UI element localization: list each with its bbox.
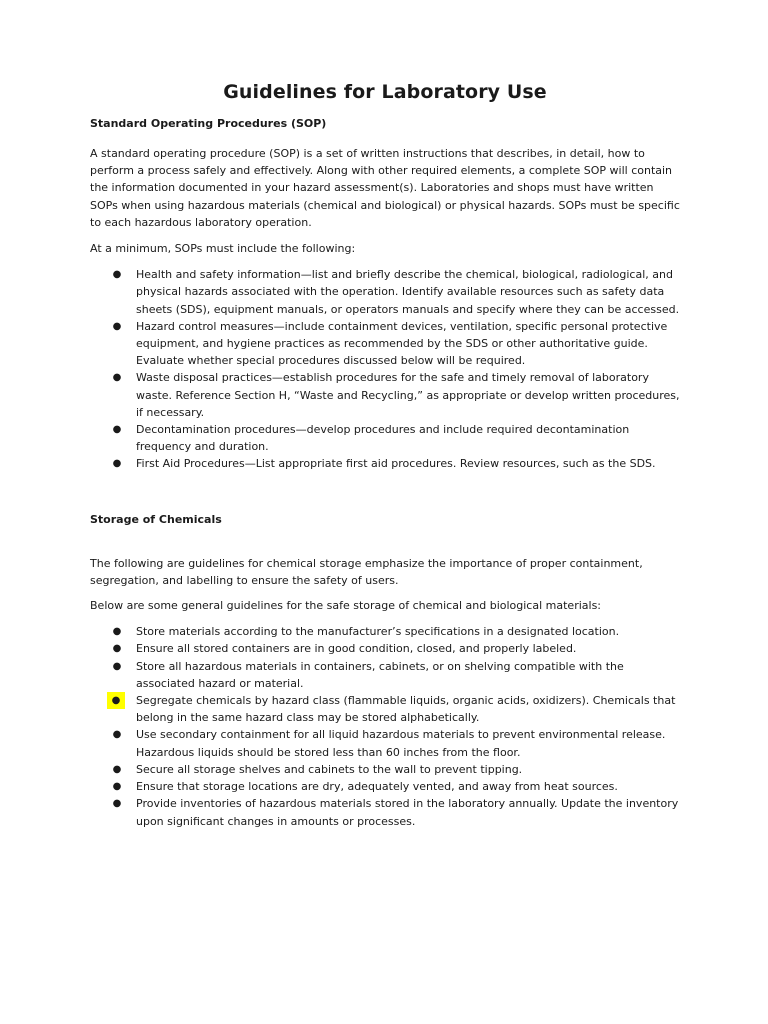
bullet-icon: ● <box>112 372 122 384</box>
storage-bullet-list <box>90 623 680 829</box>
list-item-text: Health and safety information—list and briefly describe the chemical, biological, radiological, and physical hazards associated with the operation. Identify available resources such as safety data sheets (SDS), equipment manuals, or operators manuals and specify where they can be accessed. <box>136 268 680 316</box>
list-item <box>90 726 680 760</box>
list-item <box>90 692 680 726</box>
bullet-icon: ● <box>112 458 122 470</box>
list-item <box>90 761 680 778</box>
list-item <box>90 421 680 455</box>
sop-minimum-paragraph: At a minimum, SOPs must include the following: <box>90 242 356 256</box>
list-item <box>90 266 680 318</box>
storage-general-paragraph: Below are some general guidelines for the safe storage of chemical and biological materials: <box>90 599 602 613</box>
bullet-icon: ● <box>112 626 122 638</box>
list-item-text: Store materials according to the manufacturer’s specifications in a designated location. <box>136 625 620 639</box>
list-item <box>90 318 680 370</box>
list-item <box>90 795 680 829</box>
list-item <box>90 778 680 795</box>
bullet-icon: ● <box>112 781 122 793</box>
page-title: Guidelines for Laboratory Use <box>223 81 547 103</box>
bullet-icon: ● <box>112 798 122 810</box>
list-item <box>90 455 680 472</box>
sop-intro-paragraph: A standard operating procedure (SOP) is a set of written instructions that describes, in detail, how to perform a process safely and effectively. Along with other required elements, a complete SOP will contain the information documented in your hazard assessment(s). Laboratories and shops must have written SOPs when using hazardous materials (chemical and biological) or physical hazards. SOPs must be specific to each hazardous laboratory operation. <box>90 147 680 229</box>
bullet-icon: ● <box>112 763 122 775</box>
storage-heading: Storage of Chemicals <box>90 512 222 526</box>
list-item-text: Secure all storage shelves and cabinets to the wall to prevent tipping. <box>136 762 523 776</box>
list-item <box>90 623 680 640</box>
list-item-text: Ensure all stored containers are in good condition, closed, and properly labeled. <box>136 642 577 656</box>
highlighted-bullet-icon: ● <box>107 692 125 709</box>
bullet-icon: ● <box>112 643 122 655</box>
bullet-icon: ● <box>112 269 122 281</box>
bullet-icon: ● <box>112 660 122 672</box>
list-item-text: Store all hazardous materials in containers, cabinets, or on shelving compatible with the associated hazard or material. <box>136 659 624 690</box>
list-item <box>90 640 680 657</box>
bullet-icon: ● <box>112 320 122 332</box>
list-item-text: Ensure that storage locations are dry, adequately vented, and away from heat sources. <box>136 780 618 794</box>
list-item-text: First Aid Procedures—List appropriate first aid procedures. Review resources, such as the SDS. <box>136 457 656 471</box>
sop-heading: Standard Operating Procedures (SOP) <box>90 117 327 130</box>
list-item-text: Decontamination procedures—develop procedures and include required decontamination frequency and duration. <box>136 423 630 454</box>
sop-bullet-list <box>90 266 680 472</box>
storage-intro-paragraph: The following are guidelines for chemical storage emphasize the importance of proper containment, segregation, and labelling to ensure the safety of users. <box>90 556 643 587</box>
bullet-icon: ● <box>112 424 122 436</box>
list-item-text: Hazard control measures—include containment devices, ventilation, specific personal protective equipment, and hygiene practices as recommended by the SDS or other authoritative guide. Evaluate whether special procedures discussed below will be required. <box>136 319 668 368</box>
list-item-text: Segregate chemicals by hazard class (flammable liquids, organic acids, oxidizers). Chemicals that belong in the same hazard class may be stored alphabetically. <box>136 694 676 725</box>
list-item-text: Use secondary containment for all liquid hazardous materials to prevent environmental release. Hazardous liquids should be stored less than 60 inches from the floor. <box>136 728 666 759</box>
list-item <box>90 658 680 692</box>
bullet-icon: ● <box>112 729 122 741</box>
list-item-text: Provide inventories of hazardous materials stored in the laboratory annually. Update the inventory upon significant changes in amounts or processes. <box>136 797 679 828</box>
list-item-text: Waste disposal practices—establish procedures for the safe and timely removal of laboratory waste. Reference Section H, “Waste and Recycling,” as appropriate or develop written procedures, if necessary. <box>136 371 680 419</box>
list-item <box>90 369 680 421</box>
